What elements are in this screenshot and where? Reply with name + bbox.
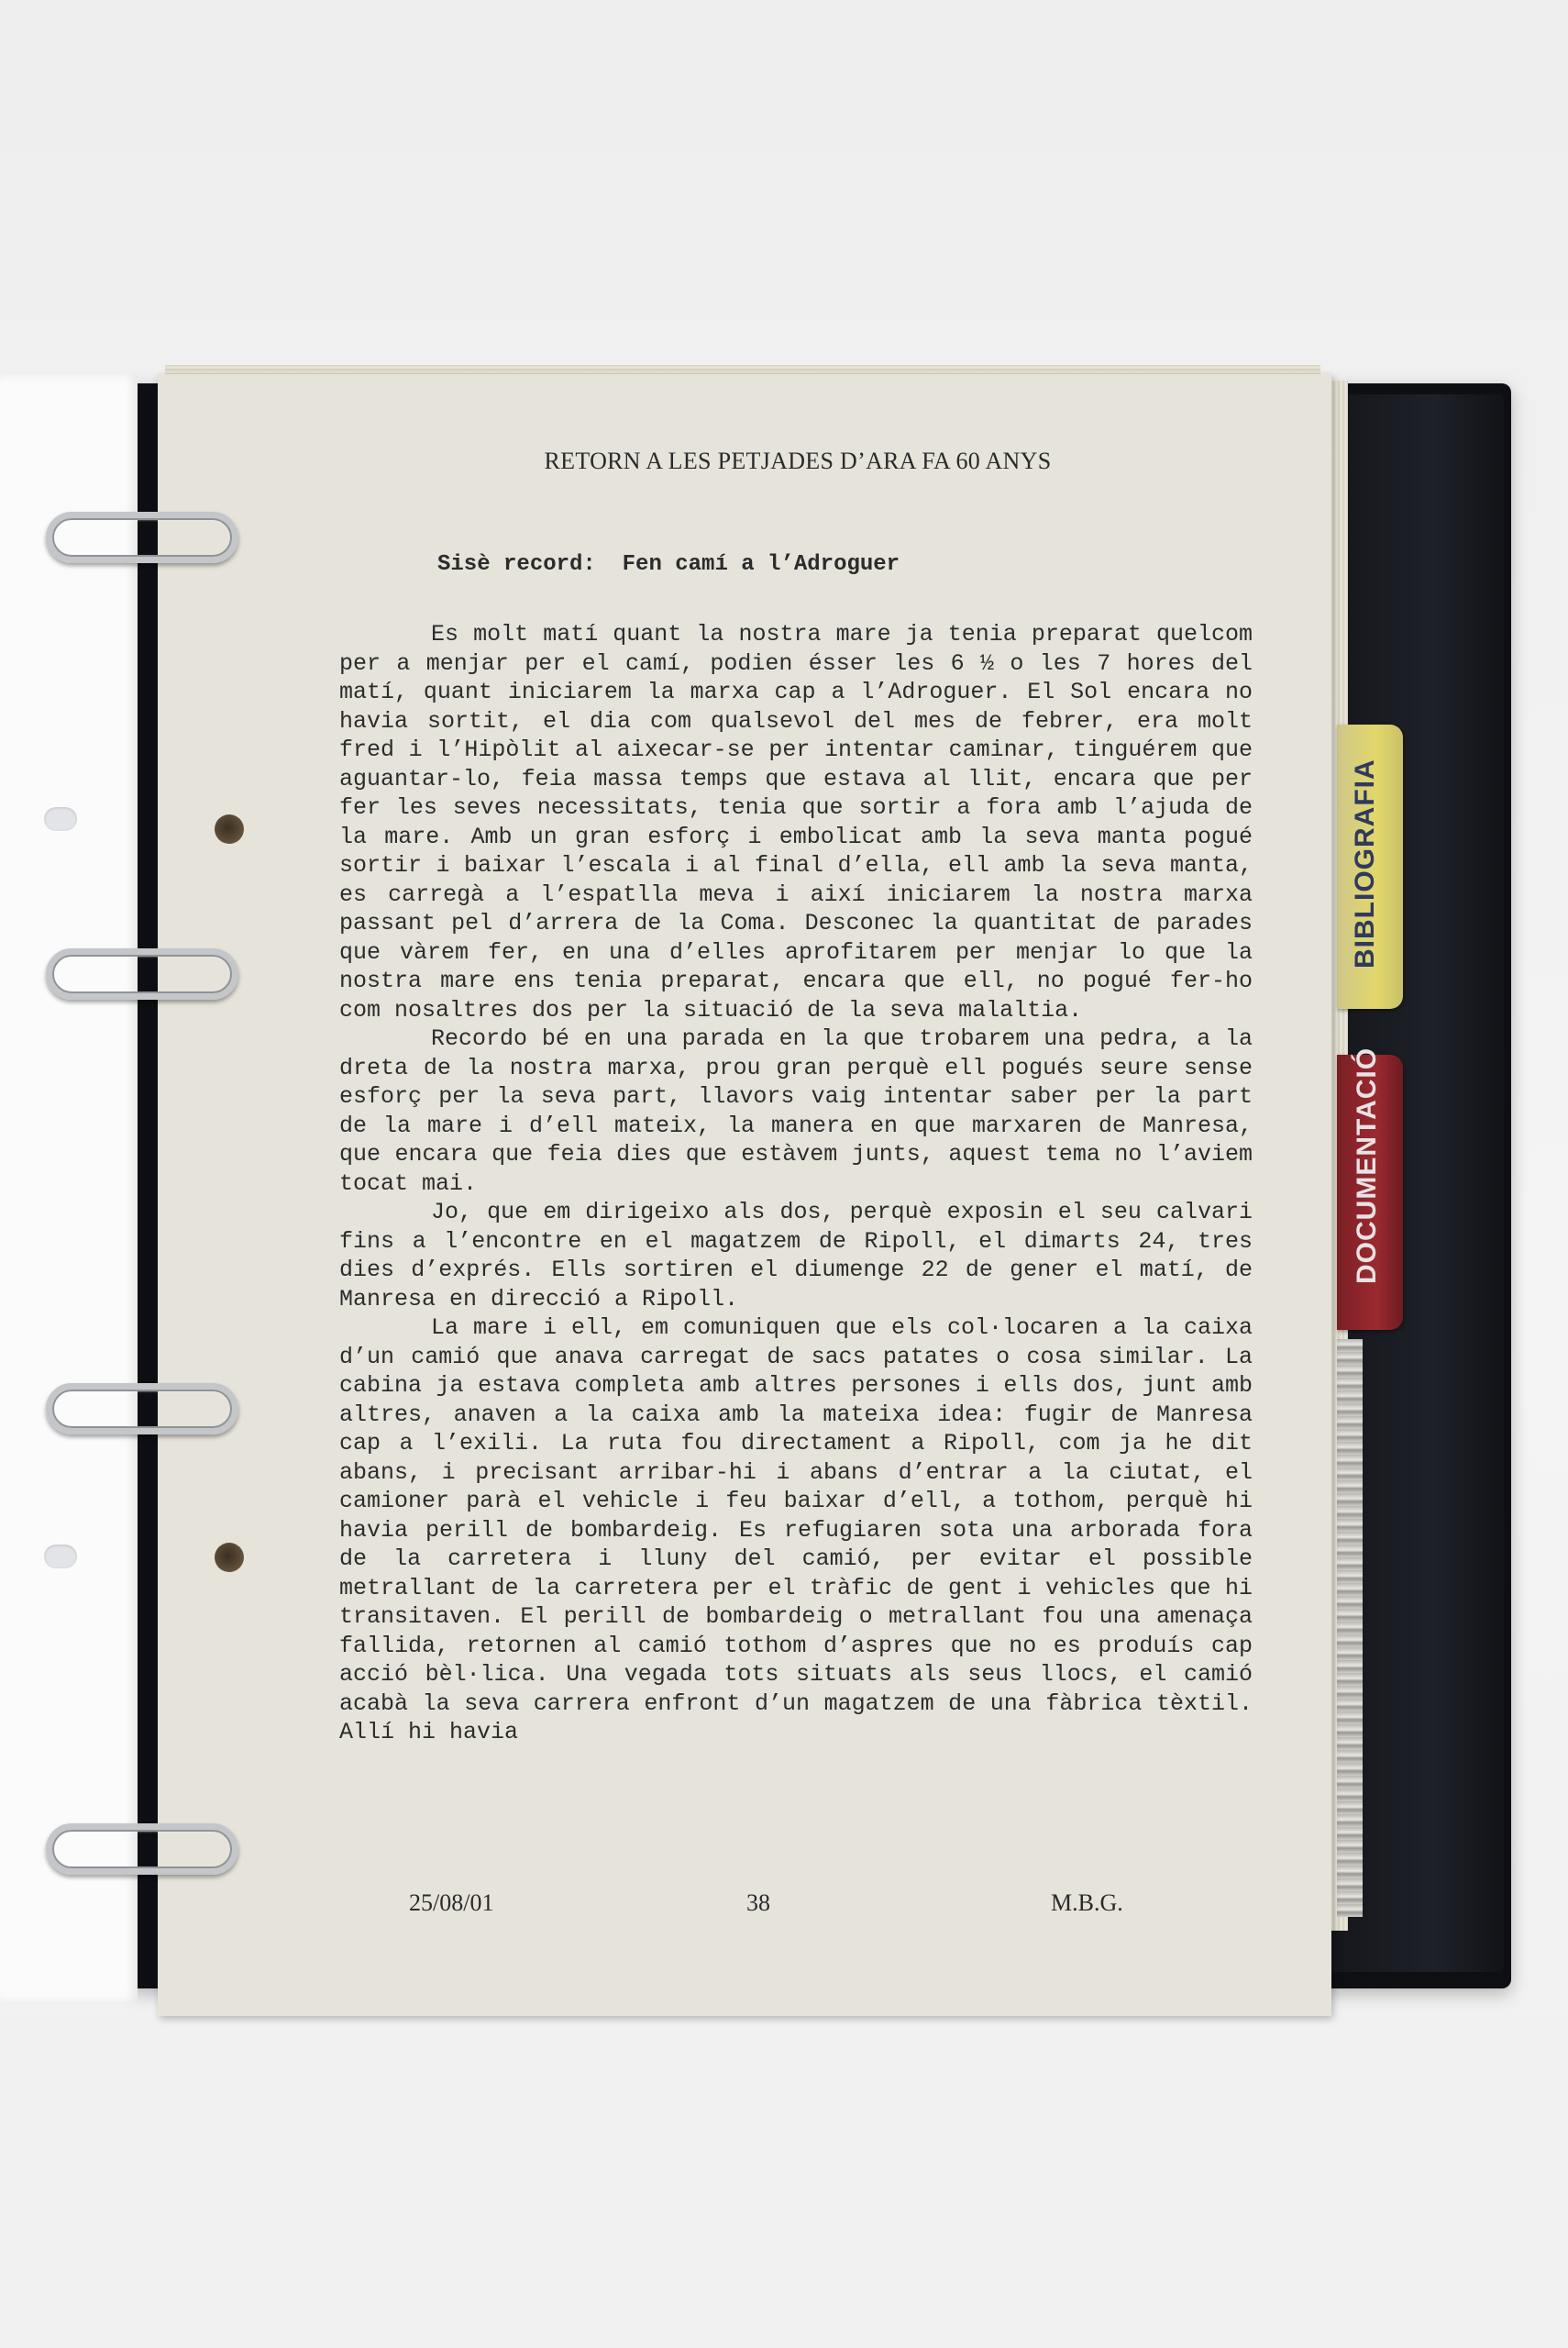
binder-ring — [46, 1383, 238, 1434]
body-text — [339, 620, 1253, 1747]
footer-date: 25/08/01 — [409, 1889, 494, 1916]
punch-hole — [44, 1545, 77, 1568]
binder-ring-inner — [52, 1390, 232, 1428]
footer-author: M.B.G. — [1051, 1889, 1123, 1916]
paragraph: Jo, que em dirigeixo als dos, perquè exposin el seu calvari fins a l’encontre en el magatzem de Ripoll, el dimarts 24, tres dies d’exprés. Ells sortiren el diumenge 22 de gener el matí, de Manresa en direcció a Ripoll. — [339, 1199, 1253, 1312]
tab-documentacio-label: DOCUMENTACIÓ — [1352, 1047, 1382, 1284]
punch-hole — [215, 1543, 244, 1572]
binder-ring — [46, 1823, 238, 1875]
tab-bibliografia[interactable] — [1337, 725, 1403, 1009]
left-facing-page — [0, 374, 138, 2002]
torn-page-edges — [1337, 1339, 1363, 1917]
binder-ring-inner — [52, 1830, 232, 1868]
binder-ring — [46, 512, 238, 563]
paragraph: Recordo bé en una parada en la que trobarem una pedra, a la dreta de la nostra marxa, prou gran perquè ell pogués seure sense esforç per la seva part, llavors vaig intentar saber per la part de la mare i d’ell mateix, la manera en que marxaren de Manresa, que encara que feia dies que estàvem junts, aquest tema no l’aviem tocat mai. — [339, 1025, 1253, 1197]
punch-hole — [215, 814, 244, 844]
running-header: RETORN A LES PETJADES D’ARA FA 60 ANYS — [544, 448, 1052, 474]
page-number: 38 — [746, 1889, 770, 1916]
tab-documentacio[interactable] — [1337, 1047, 1403, 1330]
binder-ring-inner — [52, 518, 232, 557]
punch-hole — [44, 807, 77, 831]
paragraph: Es molt matí quant la nostra mare ja tenia preparat quelcom per a menjar per el camí, podien ésser les 6 ½ o les 7 hores del matí, quant iniciarem la marxa cap a l’Adroguer. El Sol encara no havia sortit, el dia com qualsevol del mes de febrer, era molt fred i l’Hipòlit al aixecar-se per intentar caminar, tinguérem que aguantar-lo, feia massa temps que estava al llit, encara que per fer les seves necessitats, tenia que sortir a fora amb l’ajuda de la mare. Amb un gran esforç i embolicat amb la seva manta pogué sortir i baixar l’escala i al final d’ella, ell amb la seva manta, es carregà a l’espatlla meva i així iniciarem la nostra marxa passant pel d’arrera de la Coma. Desconec la quantitat de parades que vàrem fer, en una d’elles aprofitarem per menjar lo que la nostra mare ens tenia preparat, encara que ell, no pogué fer-ho com nosaltres dos per la situació de la seva malaltia. — [339, 621, 1253, 1024]
section-title: Sisè record: Fen camí a l’Adroguer — [437, 552, 900, 577]
binder-ring — [46, 948, 238, 1000]
paragraph: La mare i ell, em comuniquen que els col·locaren a la caixa d’un camió que anava carregat de sacs patates o cosa similar. La cabina ja estava completa amb altres persones i ells dos, junt amb altres, anaven a la caixa amb la mateixa idea: fugir de Manresa cap a l’exili. La ruta fou directament a Ripoll, com ja he dit abans, i precisant arribar-hi i abans d’entrar a la ciutat, el camioner parà el vehicle i feu baixar d’ell, a tothom, perquè hi havia perill de bombardeig. Es refugiaren sota una arborada fora de la carretera i lluny del camió, per evitar el possible metrallant de la carretera per el tràfic de gent i vehicles que hi transitaven. El perill de bombardeig o metrallant fou una amenaça fallida, retornen al camió tothom d’aspres que no es produís cap acció bèl·lica. Una vegada tots situats als seus llocs, el camió acabà la seva carrera enfront d’un magatzem de una fàbrica tèxtil. Allí hi havia — [339, 1314, 1253, 1745]
binder-ring-inner — [52, 955, 232, 993]
tab-bibliografia-label: BIBLIOGRAFIA — [1350, 759, 1380, 969]
